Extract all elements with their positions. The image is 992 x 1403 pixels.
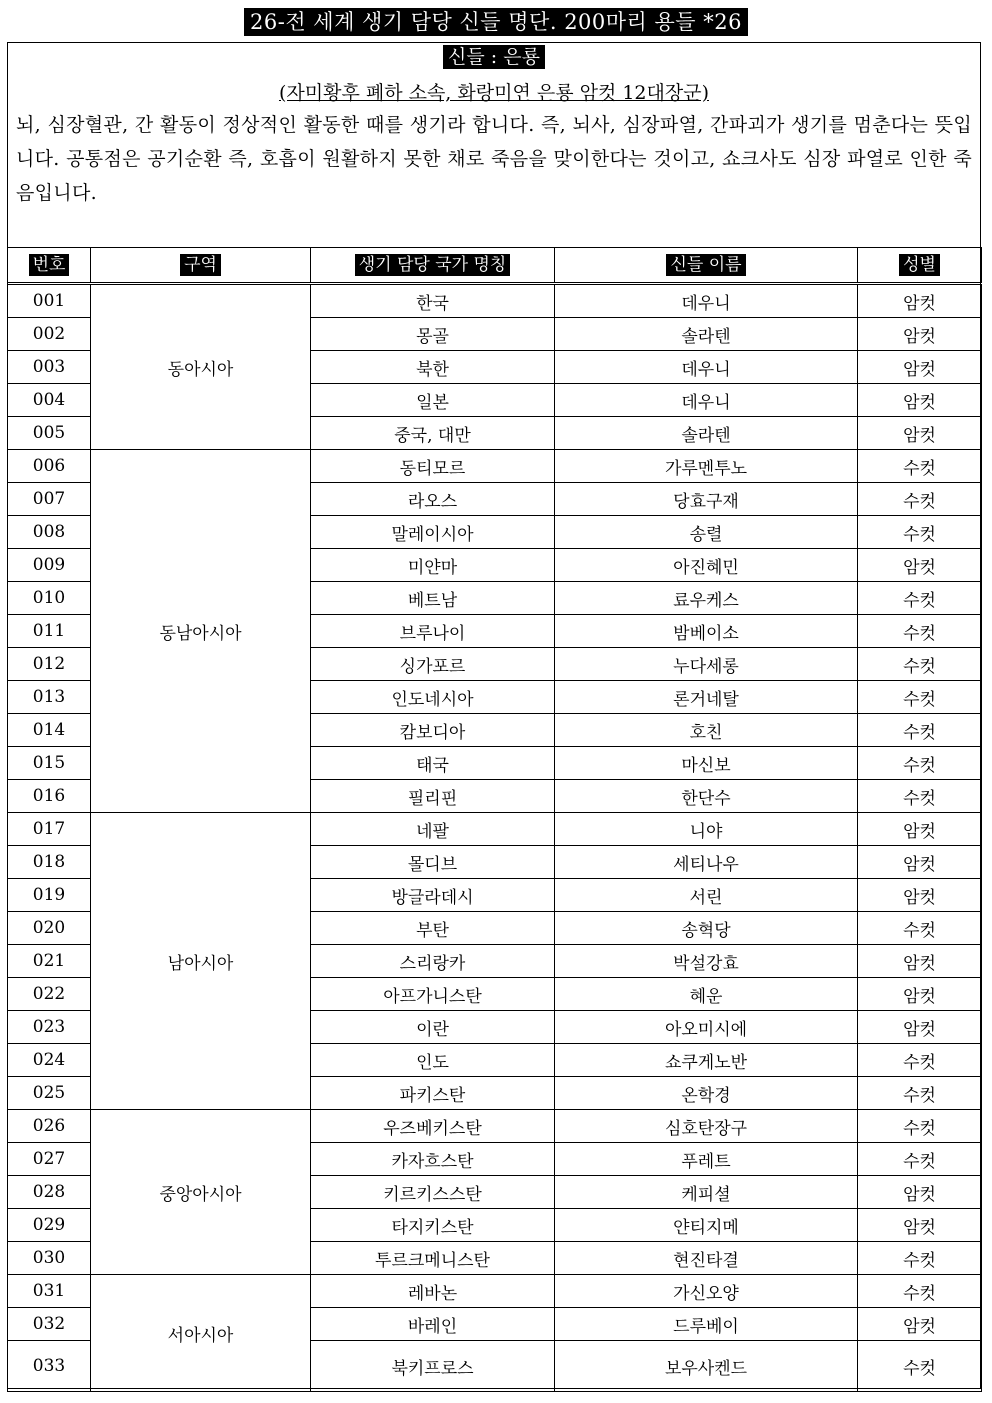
gender-cell: 암컷 xyxy=(858,1011,982,1044)
section-heading: 신들 : 은룡 xyxy=(443,45,545,69)
row-number: 011 xyxy=(8,615,91,648)
country-cell: 투르크메니스탄 xyxy=(311,1242,555,1275)
country-cell: 타지키스탄 xyxy=(311,1209,555,1242)
row-number: 023 xyxy=(8,1011,91,1044)
header-country: 생기 담당 국가 명칭 xyxy=(311,248,555,284)
gender-cell: 수컷 xyxy=(858,681,982,714)
gender-cell: 암컷 xyxy=(858,1308,982,1341)
god-name-cell: 가신오양 xyxy=(555,1275,858,1308)
country-cell: 북키프로스 xyxy=(311,1341,555,1392)
document-frame xyxy=(7,42,981,1389)
gender-cell: 수컷 xyxy=(858,1077,982,1110)
row-number: 003 xyxy=(8,351,91,384)
god-name-cell: 얀티지메 xyxy=(555,1209,858,1242)
table-row xyxy=(8,284,982,318)
country-cell: 네팔 xyxy=(311,813,555,846)
god-name-cell: 누다세롱 xyxy=(555,648,858,681)
region-cell: 남아시아 xyxy=(91,813,311,1110)
gender-cell: 수컷 xyxy=(858,1044,982,1077)
god-name-cell: 서린 xyxy=(555,879,858,912)
header-region: 구역 xyxy=(91,248,311,284)
row-number: 028 xyxy=(8,1176,91,1209)
row-number: 008 xyxy=(8,516,91,549)
god-name-cell: 현진타결 xyxy=(555,1242,858,1275)
row-number: 013 xyxy=(8,681,91,714)
god-name-cell: 한단수 xyxy=(555,780,858,813)
god-name-cell: 데우니 xyxy=(555,351,858,384)
gender-cell: 암컷 xyxy=(858,1209,982,1242)
god-name-cell: 박설강효 xyxy=(555,945,858,978)
gender-cell: 수컷 xyxy=(858,483,982,516)
gender-cell: 수컷 xyxy=(858,648,982,681)
god-name-cell: 아오미시에 xyxy=(555,1011,858,1044)
god-name-cell: 론거네탈 xyxy=(555,681,858,714)
god-name-cell: 케피셜 xyxy=(555,1176,858,1209)
god-name-cell: 아진혜민 xyxy=(555,549,858,582)
gender-cell: 수컷 xyxy=(858,780,982,813)
gender-cell: 수컷 xyxy=(858,450,982,483)
row-number: 018 xyxy=(8,846,91,879)
gender-cell: 수컷 xyxy=(858,747,982,780)
table-row xyxy=(8,1275,982,1308)
god-name-cell: 솔라텐 xyxy=(555,417,858,450)
country-cell: 캄보디아 xyxy=(311,714,555,747)
row-number: 020 xyxy=(8,912,91,945)
gender-cell: 암컷 xyxy=(858,945,982,978)
god-name-cell: 세티나우 xyxy=(555,846,858,879)
row-number: 010 xyxy=(8,582,91,615)
god-name-cell: 가루멘투노 xyxy=(555,450,858,483)
row-number: 002 xyxy=(8,318,91,351)
row-number: 029 xyxy=(8,1209,91,1242)
gender-cell: 암컷 xyxy=(858,846,982,879)
gender-cell: 수컷 xyxy=(858,516,982,549)
country-cell: 몽골 xyxy=(311,318,555,351)
country-cell: 말레이시아 xyxy=(311,516,555,549)
section-subtitle: (자미황후 폐하 소속, 화랑미연 은룡 암컷 12대장군) xyxy=(278,82,709,104)
country-cell: 미얀마 xyxy=(311,549,555,582)
row-number: 005 xyxy=(8,417,91,450)
country-cell: 우즈베키스탄 xyxy=(311,1110,555,1143)
gender-cell: 암컷 xyxy=(858,318,982,351)
gender-cell: 수컷 xyxy=(858,1110,982,1143)
table-row xyxy=(8,450,982,483)
table-row xyxy=(8,1110,982,1143)
description-paragraph: 뇌, 심장혈관, 간 활동이 정상적인 활동한 때를 생기라 합니다. 즉, 뇌사, 심장파열, 간파괴가 생기를 멈춘다는 뜻입니다. 공통점은 공기순환 즉, 호흡이 원활하지 못한 채로 죽음을 맞이한다는 것이고, 쇼크사도 심장 파열로 인한 죽음입니다. xyxy=(16,114,972,204)
row-number: 004 xyxy=(8,384,91,417)
country-cell: 라오스 xyxy=(311,483,555,516)
row-number: 014 xyxy=(8,714,91,747)
row-number: 016 xyxy=(8,780,91,813)
god-name-cell: 솔라텐 xyxy=(555,318,858,351)
gender-cell: 수컷 xyxy=(858,714,982,747)
table-body xyxy=(8,284,982,1392)
table-row xyxy=(8,813,982,846)
god-name-cell: 송렬 xyxy=(555,516,858,549)
god-name-cell: 니야 xyxy=(555,813,858,846)
god-name-cell: 혜운 xyxy=(555,978,858,1011)
row-number: 026 xyxy=(8,1110,91,1143)
god-name-cell: 호친 xyxy=(555,714,858,747)
gender-cell: 암컷 xyxy=(858,384,982,417)
god-name-cell: 드루베이 xyxy=(555,1308,858,1341)
header-number: 번호 xyxy=(8,248,91,284)
row-number: 032 xyxy=(8,1308,91,1341)
header-gender: 성별 xyxy=(858,248,982,284)
god-name-cell: 보우사켄드 xyxy=(555,1341,858,1392)
god-name-cell: 심호탄장구 xyxy=(555,1110,858,1143)
country-cell: 레바논 xyxy=(311,1275,555,1308)
gender-cell: 수컷 xyxy=(858,1275,982,1308)
god-name-cell: 쇼쿠게노반 xyxy=(555,1044,858,1077)
country-cell: 일본 xyxy=(311,384,555,417)
row-number: 027 xyxy=(8,1143,91,1176)
god-name-cell: 온학경 xyxy=(555,1077,858,1110)
gender-cell: 수컷 xyxy=(858,1242,982,1275)
country-cell: 인도 xyxy=(311,1044,555,1077)
row-number: 031 xyxy=(8,1275,91,1308)
gods-roster-table xyxy=(7,247,982,1392)
country-cell: 필리핀 xyxy=(311,780,555,813)
country-cell: 북한 xyxy=(311,351,555,384)
country-cell: 카자흐스탄 xyxy=(311,1143,555,1176)
country-cell: 바레인 xyxy=(311,1308,555,1341)
god-name-cell: 밤베이소 xyxy=(555,615,858,648)
country-cell: 몰디브 xyxy=(311,846,555,879)
country-cell: 한국 xyxy=(311,284,555,318)
country-cell: 부탄 xyxy=(311,912,555,945)
country-cell: 키르키스스탄 xyxy=(311,1176,555,1209)
country-cell: 브루나이 xyxy=(311,615,555,648)
page-title: 26-전 세계 생기 담당 신들 명단. 200마리 용들 *26 xyxy=(244,8,748,36)
gender-cell: 수컷 xyxy=(858,615,982,648)
gender-cell: 수컷 xyxy=(858,1143,982,1176)
country-cell: 싱가포르 xyxy=(311,648,555,681)
god-name-cell: 푸레트 xyxy=(555,1143,858,1176)
row-number: 007 xyxy=(8,483,91,516)
row-number: 017 xyxy=(8,813,91,846)
region-cell: 동아시아 xyxy=(91,284,311,450)
row-number: 001 xyxy=(8,284,91,318)
gender-cell: 수컷 xyxy=(858,912,982,945)
country-cell: 파키스탄 xyxy=(311,1077,555,1110)
country-cell: 이란 xyxy=(311,1011,555,1044)
gender-cell: 수컷 xyxy=(858,1341,982,1392)
row-number: 030 xyxy=(8,1242,91,1275)
gender-cell: 암컷 xyxy=(858,1176,982,1209)
god-name-cell: 데우니 xyxy=(555,384,858,417)
god-name-cell: 송혁당 xyxy=(555,912,858,945)
row-number: 012 xyxy=(8,648,91,681)
country-cell: 태국 xyxy=(311,747,555,780)
row-number: 021 xyxy=(8,945,91,978)
gender-cell: 암컷 xyxy=(858,417,982,450)
gender-cell: 암컷 xyxy=(858,351,982,384)
table-header-row xyxy=(8,248,982,284)
country-cell: 방글라데시 xyxy=(311,879,555,912)
row-number: 019 xyxy=(8,879,91,912)
gender-cell: 암컷 xyxy=(858,813,982,846)
god-name-cell: 마신보 xyxy=(555,747,858,780)
row-number: 025 xyxy=(8,1077,91,1110)
country-cell: 중국, 대만 xyxy=(311,417,555,450)
row-number: 022 xyxy=(8,978,91,1011)
god-name-cell: 료우케스 xyxy=(555,582,858,615)
country-cell: 베트남 xyxy=(311,582,555,615)
row-number: 006 xyxy=(8,450,91,483)
gender-cell: 암컷 xyxy=(858,879,982,912)
gender-cell: 수컷 xyxy=(858,582,982,615)
region-cell: 동남아시아 xyxy=(91,450,311,813)
gender-cell: 암컷 xyxy=(858,284,982,318)
region-cell: 서아시아 xyxy=(91,1275,311,1392)
row-number: 009 xyxy=(8,549,91,582)
row-number: 033 xyxy=(8,1341,91,1392)
god-name-cell: 데우니 xyxy=(555,284,858,318)
god-name-cell: 당효구재 xyxy=(555,483,858,516)
region-cell: 중앙아시아 xyxy=(91,1110,311,1275)
country-cell: 아프가니스탄 xyxy=(311,978,555,1011)
country-cell: 스리랑카 xyxy=(311,945,555,978)
row-number: 024 xyxy=(8,1044,91,1077)
header-god-name: 신들 이름 xyxy=(555,248,858,284)
gender-cell: 암컷 xyxy=(858,549,982,582)
country-cell: 동티모르 xyxy=(311,450,555,483)
country-cell: 인도네시아 xyxy=(311,681,555,714)
gender-cell: 암컷 xyxy=(858,978,982,1011)
row-number: 015 xyxy=(8,747,91,780)
